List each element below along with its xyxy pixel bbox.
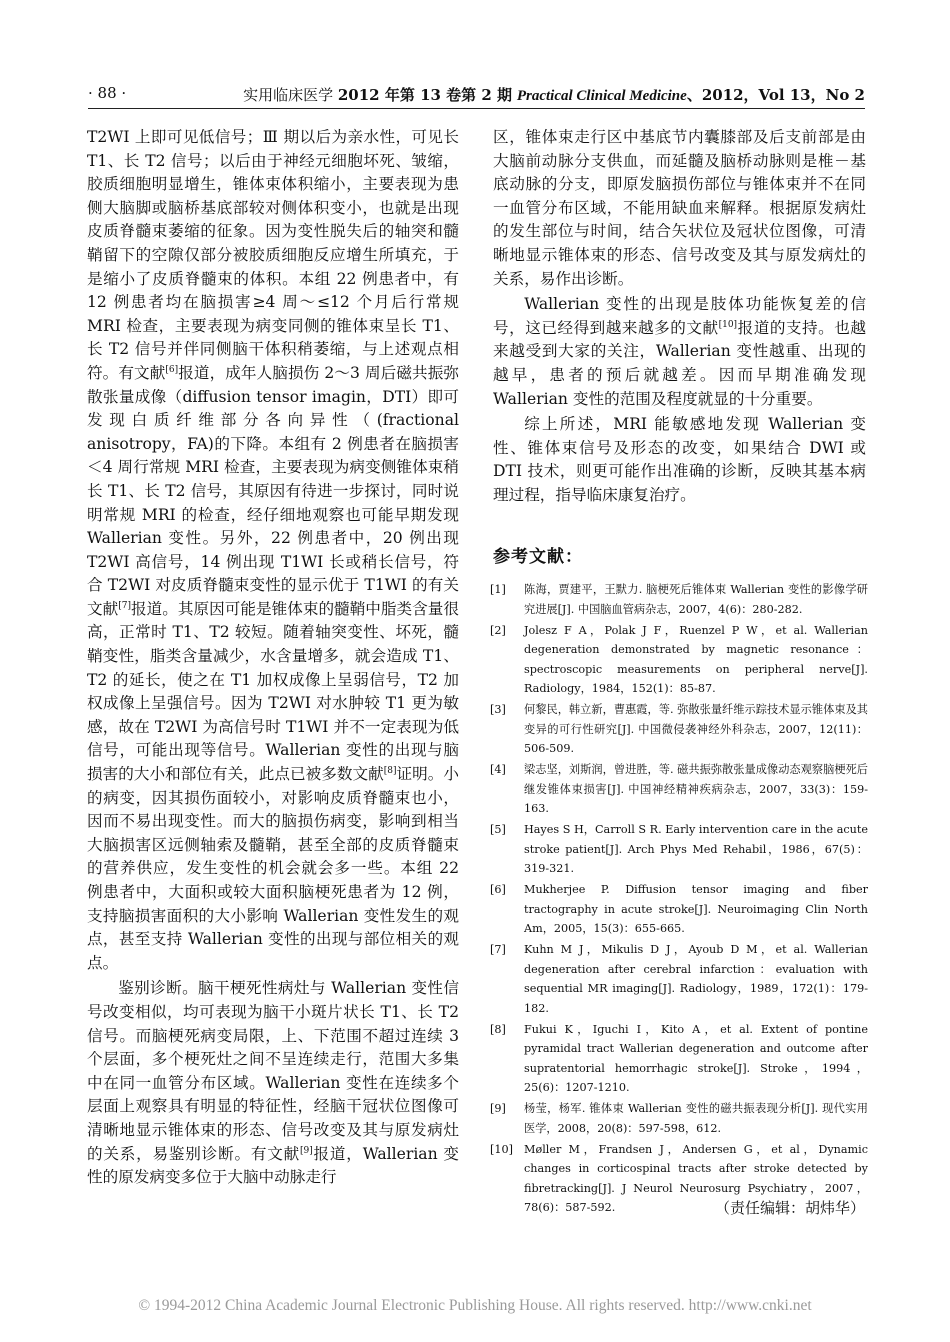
- reference-number: [9]: [490, 1102, 506, 1115]
- paragraph: [87, 126, 459, 975]
- page-number: · 88 ·: [88, 84, 127, 102]
- reference-text: 杨莹，杨军. 锥体束 Wallerian 变性的磁共振表现分析[J]. 现代实用医学，2008，20(8)：597-598，612.: [524, 1102, 868, 1135]
- reference-number: [2]: [490, 623, 506, 637]
- paragraph: 区，锥体束走行区中基底节内囊膝部及后支前部是由大脑前动脉分支供血，而延髓及脑桥动脉则是椎－基底动脉的分支，即原发脑损伤部位与锥体束并不在同一血管分布区域，不能用缺血来解释。根据原发病灶的发生部位与时间，结合矢状位及冠状位图像，可清晰地显示锥体束的形态、信号改变及其与原发病灶的关系，易作出诊断。: [493, 128, 866, 288]
- text-run: 报道，成年人脑损伤 2～3 周后磁共振弥散张量成像（diffusion tensor imagin，DTI）即可发现白质纤维部分各向异性（(fractional anisotropy，FA)的下降。本组有 2 例患者在脑损害＜4 周行常规 MRI 检查，主要表现为病变侧锥体束稍长 T1、长 T2 信号，其原因有待进一步探讨，同时说明常规 MRI 的检查，经仔细地观察也可能早期发现 Wallerian 变性。另外，22 例患者中，20 例出现 T2WI 高信号，14 例出现 T1WI 长或稍长信号，符合 T2WI 对皮质脊髓束变性的显示优于 T1WI 的有关文献: [87, 363, 459, 618]
- text-run: 鉴别诊断。脑干梗死性病灶与 Wallerian 变性信号改变相似，均可表现为脑干小斑片状长 T1、长 T2 信号。而脑梗死病变局限，上、下范围不超过连续 3 个层面，多个梗死灶之间不呈连续走行，范围大多集中在同一血管分布区域。Wallerian 变性在连续多个层面上观察具有明显的特征性，经脑干冠状位图像可清晰地显示锥体束的形态、信号改变及其与原发病灶的关系，易鉴别诊断。有文献: [87, 979, 459, 1163]
- journal-issue-cn: 2012 年第 13 卷第 2 期: [337, 86, 513, 104]
- reference-number: [8]: [490, 1022, 506, 1036]
- reference-text: 陈海，贾建平，王默力. 脑梗死后锥体束 Wallerian 变性的影像学研究进展[J]. 中国脑血管病杂志，2007，4(6)：280-282.: [524, 583, 868, 616]
- reference-list: [490, 580, 868, 1219]
- reference-text: Mukherjee P. Diffusion tensor imaging and fiber tractography in acute stroke[J]. Neuroimaging Clin North Am，2005，15(3)：655-665.: [524, 883, 868, 935]
- paragraph: 综上所述，MRI 能敏感地发现 Wallerian 变性、锥体束信号及形态的改变，如果结合 DWI 或 DTI 技术，则更可能作出准确的诊断，反映其基本病理过程，指导临床康复治疗。: [493, 415, 866, 504]
- journal-name-cn: 实用临床医学: [243, 86, 334, 104]
- citation[interactable]: [6]: [165, 364, 179, 375]
- reference-number: [10]: [490, 1142, 513, 1156]
- reference-number: [6]: [490, 883, 506, 896]
- text-run: 报道，Wallerian 变性的原发病变多位于大脑中动脉走行: [87, 1144, 459, 1187]
- reference-number: [1]: [490, 583, 506, 596]
- reference-item: [490, 700, 868, 759]
- reference-text: Møller M，Frandsen J，Andersen G，et al，Dynamic changes in corticospinal tracts after stroke detected by fibretracking[J]. J Neurol Neurosurg Psychiatry，2007，78(6)：587-592.: [524, 1142, 868, 1214]
- reference-text: Hayes S H，Carroll S R. Early intervention care in the acute stroke patient[J]. Arch Phys Med Rehabil，1986，67(5)：319-321.: [524, 823, 868, 875]
- reference-text: Kuhn M J，Mikulis D J，Ayoub D M，et al. Wallerian degeneration after cerebral infarction：evaluation with sequential MR imaging[J]. Radiology，1989，172(1)：179-182.: [524, 943, 868, 1015]
- citation[interactable]: [9]: [300, 1145, 313, 1156]
- page-header: [88, 84, 865, 104]
- citation[interactable]: [7]: [118, 600, 131, 611]
- header-rule: [88, 108, 865, 109]
- citation[interactable]: [10]: [718, 319, 738, 330]
- reference-number: [5]: [490, 823, 506, 836]
- paragraph: [493, 293, 866, 411]
- reference-text: Fukui K，Iguchi I，Kito A，et al. Extent of pontine pyramidal tract Wallerian degeneration and outcome after supratentorial hemorrhagic stroke[J]. Stroke，1994，25(6)：1207-1210.: [524, 1022, 868, 1094]
- text-run: 报道。其原因可能是锥体束的髓鞘中脂类含量很高，正常时 T1、T2 较短。随着轴突变性、坏死，髓鞘变性，脂类含量减少，水含量增多，就会造成 T1、T2 的延长，使之在 T1 加权成像上呈弱信号，T2 加权成像上呈强信号。因为 T2WI 对水肿较 T1 更为敏感，故在 T2WI 为高信号时 T1WI 并不一定表现为低信号，可能出现等信号。Wallerian 变性的出现与脑损害的大小和部位有关，此点已被多数文献: [87, 599, 459, 784]
- paragraph: [87, 977, 459, 1189]
- reference-item: [490, 1099, 868, 1138]
- reference-item: [490, 820, 868, 879]
- text-run: 报道的支持。也越来越受到大家的关注，Wallerian 变性越重、出现的越早，患者的预后就越差。因而早期准确发现 Wallerian 变性的范围及程度就显的十分重要。: [493, 318, 866, 408]
- citation[interactable]: [8]: [383, 765, 397, 776]
- reference-number: [3]: [490, 703, 506, 716]
- reference-item: [490, 621, 868, 699]
- reference-item: [490, 580, 868, 619]
- copyright-footer: © 1994-2012 China Academic Journal Electronic Publishing House. All rights reserved. http://www.cnki.net: [138, 1297, 812, 1314]
- left-column: [87, 126, 459, 1190]
- reference-item: [490, 1020, 868, 1098]
- text-run: 证明。小的病变，因其损伤面较小，对影响皮质脊髓束也小，因而不易出现变性。而大的脑损伤病变，影响到相当大脑损害区远侧轴索及髓鞘，甚至全部的皮质脊髓束的营养供应，发生变性的机会就会多一些。本组 22 例患者中，大面积或较大面积脑梗死患者为 12 例，支持脑损害面积的大小影响 Wallerian 变性发生的观点，甚至支持 Wallerian 变性的出现与部位相关的观点。: [87, 765, 459, 972]
- reference-item: [490, 880, 868, 939]
- reference-item: [490, 940, 868, 1018]
- reference-item: [490, 760, 868, 819]
- text-run: Wallerian 变性的出现是肢体功能恢复差的信号，这已经得到越来越多的文献: [493, 295, 866, 337]
- responsible-editor: （责任编辑：胡炜华）: [714, 1199, 865, 1217]
- references-heading: 参考文献：: [493, 547, 583, 567]
- reference-text: 梁志坚，刘斯润，曾进胜，等. 磁共振弥散张量成像动态观察脑梗死后继发锥体束损害[J]. 中国神经精神疾病杂志，2007，33(3)：159-163.: [524, 763, 868, 815]
- text-run: T2WI 上即可见低信号；Ⅲ 期以后为亲水性，可见长 T1、长 T2 信号；以后由于神经元细胞坏死、皱缩，胶质细胞明显增生，锥体束体积缩小，主要表现为患侧大脑脚或脑桥基底部较对侧体积变小，也就是出现皮质脊髓束萎缩的征象。因为变性脱失后的轴突和髓鞘留下的空隙仅部分被胶质细胞反应增生所填充，于是缩小了皮质脊髓束的体积。本组 22 例患者中，有 12 例患者均在脑损害≥4 周～≤12 个月后行常规 MRI 检查，主要表现为病变同侧的锥体束呈长 T1、长 T2 信号并伴同侧脑干体积稍萎缩，与上述观点相符。有文献: [87, 128, 459, 382]
- journal-name-en: Practical Clinical Medicine: [516, 88, 687, 104]
- reference-text: 何黎民，韩立新，曹惠霞，等. 弥散张量纤维示踪技术显示锥体束及其变异的可行性研究[J]. 中国微侵袭神经外科杂志，2007，12(11)：506-509.: [524, 703, 868, 755]
- journal-title: [243, 84, 865, 105]
- right-column: [493, 126, 866, 508]
- reference-number: [7]: [490, 943, 506, 956]
- reference-text: Jolesz F A，Polak J F，Ruenzel P W，et al. Wallerian degeneration demonstrated by magnetic resonance：spectroscopic measurements on peripheral nerve[J]. Radiology，1984，152(1)：85-87.: [524, 623, 868, 695]
- reference-number: [4]: [490, 763, 506, 776]
- journal-issue-en: 、2012，Vol 13，No 2: [686, 86, 865, 104]
